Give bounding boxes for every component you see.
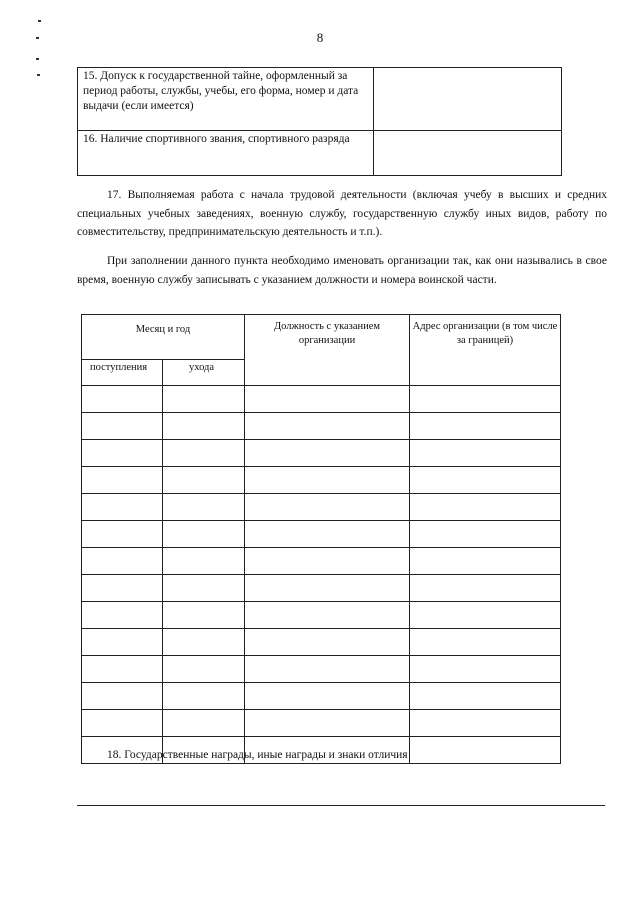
table-row xyxy=(82,656,561,683)
position-cell[interactable] xyxy=(245,521,410,548)
table-row xyxy=(78,68,562,131)
section-18-text: 18. Государственные награды, иные награды и знаки отличия xyxy=(107,749,408,761)
end-date-cell[interactable] xyxy=(163,494,245,521)
table-row xyxy=(82,683,561,710)
start-date-cell[interactable] xyxy=(82,710,163,737)
address-cell[interactable] xyxy=(410,467,561,494)
end-date-cell[interactable] xyxy=(163,548,245,575)
end-date-cell[interactable] xyxy=(163,710,245,737)
sport-rank-label: 16. Наличие спортивного звания, спортивного разряда xyxy=(78,131,374,176)
table-row xyxy=(78,131,562,176)
end-date-cell[interactable] xyxy=(163,602,245,629)
section-17-note: При заполнении данного пункта необходимо именовать организации так, как они назывались в свое время, военную службу записывать с указанием должности и номера воинской части. xyxy=(77,255,607,286)
table-row xyxy=(82,548,561,575)
position-cell[interactable] xyxy=(245,656,410,683)
start-date-cell[interactable] xyxy=(82,413,163,440)
subheader-start: поступления xyxy=(82,360,163,386)
subheader-end: ухода xyxy=(163,360,245,386)
security-clearance-label: 15. Допуск к государственной тайне, оформленный за период работы, службы, учебы, его форма, номер и дата выдачи (если имеется) xyxy=(78,68,374,131)
address-cell[interactable] xyxy=(410,710,561,737)
start-date-cell[interactable] xyxy=(82,440,163,467)
table-row xyxy=(82,494,561,521)
address-cell[interactable] xyxy=(410,440,561,467)
position-cell[interactable] xyxy=(245,629,410,656)
clearance-sport-table xyxy=(77,67,562,176)
table-row xyxy=(82,629,561,656)
table-row xyxy=(82,386,561,413)
start-date-cell[interactable] xyxy=(82,521,163,548)
position-cell[interactable] xyxy=(245,467,410,494)
position-cell[interactable] xyxy=(245,575,410,602)
table-row xyxy=(82,440,561,467)
scan-mark xyxy=(38,20,41,22)
scan-mark xyxy=(36,58,39,60)
sport-rank-field[interactable] xyxy=(374,131,562,176)
address-cell[interactable] xyxy=(410,494,561,521)
start-date-cell[interactable] xyxy=(82,683,163,710)
position-cell[interactable] xyxy=(245,548,410,575)
end-date-cell[interactable] xyxy=(163,440,245,467)
position-cell[interactable] xyxy=(245,683,410,710)
table-row xyxy=(82,710,561,737)
end-date-cell[interactable] xyxy=(163,629,245,656)
address-cell[interactable] xyxy=(410,656,561,683)
position-cell[interactable] xyxy=(245,386,410,413)
end-date-cell[interactable] xyxy=(163,683,245,710)
start-date-cell[interactable] xyxy=(82,575,163,602)
work-history-table xyxy=(81,314,561,764)
section-17-text: 17. Выполняемая работа с начала трудовой деятельности (включая учебу в высших и средних специальных учебных заведениях, военную службу, государственную службу иных видов, работу по совместительству, предпринимательскую деятельность и т.п.). xyxy=(77,189,607,238)
security-clearance-field[interactable] xyxy=(374,68,562,131)
start-date-cell[interactable] xyxy=(82,467,163,494)
scan-mark xyxy=(37,74,40,76)
header-position: Должность с указанием организации xyxy=(245,315,410,386)
position-cell[interactable] xyxy=(245,413,410,440)
address-cell[interactable] xyxy=(410,548,561,575)
header-month-year: Месяц и год xyxy=(82,315,245,360)
section-18-answer-line[interactable] xyxy=(77,805,605,806)
end-date-cell[interactable] xyxy=(163,386,245,413)
address-cell[interactable] xyxy=(410,521,561,548)
table-row xyxy=(82,467,561,494)
table-row xyxy=(82,413,561,440)
address-cell[interactable] xyxy=(410,575,561,602)
address-cell[interactable] xyxy=(410,413,561,440)
start-date-cell[interactable] xyxy=(82,629,163,656)
start-date-cell[interactable] xyxy=(82,386,163,413)
table-row xyxy=(82,521,561,548)
start-date-cell[interactable] xyxy=(82,602,163,629)
end-date-cell[interactable] xyxy=(163,656,245,683)
table-row xyxy=(82,602,561,629)
end-date-cell[interactable] xyxy=(163,413,245,440)
start-date-cell[interactable] xyxy=(82,656,163,683)
start-date-cell[interactable] xyxy=(82,494,163,521)
end-date-cell[interactable] xyxy=(163,467,245,494)
table-row xyxy=(82,575,561,602)
start-date-cell[interactable] xyxy=(82,548,163,575)
address-cell[interactable] xyxy=(410,629,561,656)
end-date-cell[interactable] xyxy=(163,521,245,548)
table-header-row xyxy=(82,315,561,360)
address-cell[interactable] xyxy=(410,602,561,629)
position-cell[interactable] xyxy=(245,494,410,521)
position-cell[interactable] xyxy=(245,440,410,467)
position-cell[interactable] xyxy=(245,710,410,737)
page-number: 8 xyxy=(316,30,324,45)
address-cell[interactable] xyxy=(410,386,561,413)
position-cell[interactable] xyxy=(245,602,410,629)
address-cell[interactable] xyxy=(410,683,561,710)
address-cell[interactable] xyxy=(410,737,561,764)
header-address: Адрес организации (в том числе за границей) xyxy=(410,315,561,386)
end-date-cell[interactable] xyxy=(163,575,245,602)
